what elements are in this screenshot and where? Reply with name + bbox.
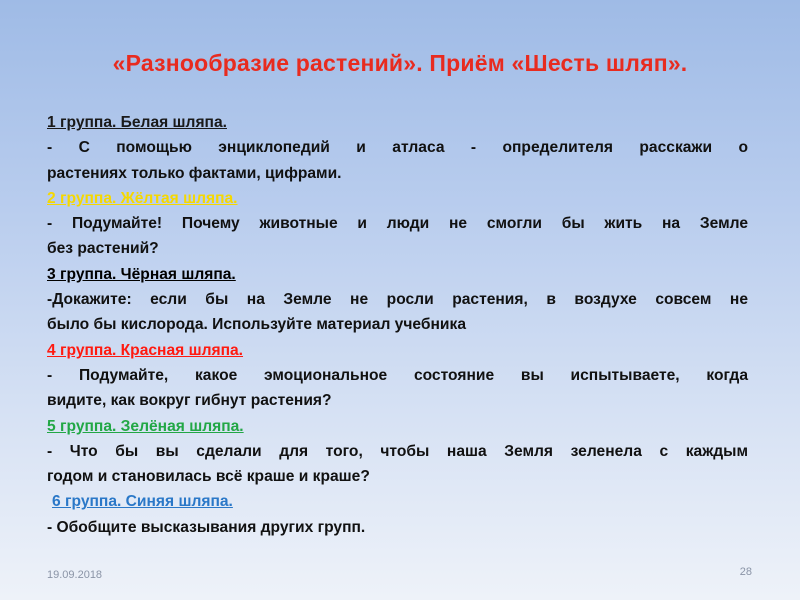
footer-page-number: 28 (739, 566, 752, 578)
group-4-task-line-2: видите, как вокруг гибнут растения? (47, 392, 332, 410)
group-5-task-line-1: - Что бы вы сделали для того, чтобы наша Земля зеленела с каждым (47, 442, 748, 460)
group-3-heading: 3 группа. Чёрная шляпа. (47, 265, 236, 283)
group-6-task-line-1: - Обобщите высказывания других групп. (47, 518, 366, 536)
group-4-heading-line (47, 338, 748, 363)
group-3-task-line-2: было бы кислорода. Используйте материал учебника (47, 316, 466, 334)
group-6-heading: 6 группа. Синяя шляпа. (52, 493, 233, 511)
group-5-heading-line (47, 414, 748, 439)
slide-title: «Разнообразие растений». Приём «Шесть шляп». (112, 50, 688, 76)
group-2-task-line-2: без растений? (47, 240, 159, 258)
group-3-task-line-1: -Докажите: если бы на Земле не росли растения, в воздухе совсем не (47, 291, 748, 309)
group-2-heading-line (47, 186, 748, 211)
group-4-task-line-1: - Подумайте, какое эмоциональное состояние вы испытываете, когда (47, 366, 748, 384)
group-2-task-line-1: - Подумайте! Почему животные и люди не смогли бы жить на Земле (47, 215, 748, 233)
group-1-heading: 1 группа. Белая шляпа. (47, 114, 227, 131)
group-4-heading: 4 группа. Красная шляпа. (47, 341, 244, 359)
group-1-heading-line (47, 110, 748, 135)
group-6-heading-line (47, 489, 748, 514)
group-1-task-line-1: - С помощью энциклопедий и атласа - определителя расскажи о (47, 139, 748, 157)
group-2-heading: 2 группа. Жёлтая шляпа. (47, 189, 238, 207)
slide-body (47, 110, 748, 540)
group-5-heading: 5 группа. Зелёная шляпа. (47, 417, 244, 435)
group-3-heading-line (47, 262, 748, 287)
footer-date: 19.09.2018 (47, 569, 103, 581)
group-5-task-line-2: годом и становилась всё краше и краше? (47, 468, 370, 486)
group-1-task-line-2: растениях только фактами, цифрами. (47, 164, 342, 182)
